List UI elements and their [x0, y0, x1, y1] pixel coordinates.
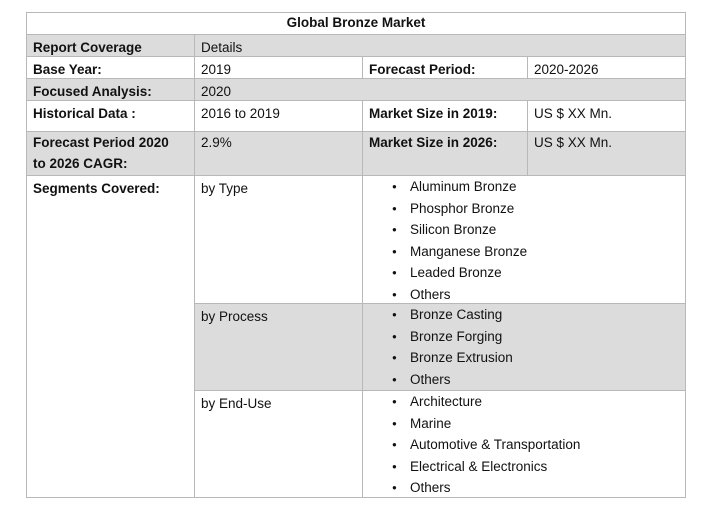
grid-line: [527, 100, 528, 175]
list-item: ● Leaded Bronze: [362, 262, 686, 284]
grid-line: [26, 12, 27, 498]
segment-items-list: [362, 303, 686, 390]
table-row-segment-process: [26, 303, 686, 390]
grid-line: [194, 303, 686, 304]
list-item: ● Phosphor Bronze: [362, 198, 686, 220]
market-size-2026-label: Market Size in 2026:: [369, 135, 498, 150]
list-item: ● Silicon Bronze: [362, 219, 686, 241]
market-size-2019-label: Market Size in 2019:: [369, 106, 498, 121]
grid-line: [26, 100, 686, 101]
historical-label: Historical Data :: [33, 106, 136, 121]
grid-line: [26, 131, 686, 132]
market-summary-table: [26, 12, 686, 498]
cagr-label-line2: to 2026 CAGR:: [33, 156, 128, 171]
grid-line: [26, 497, 686, 498]
list-item: ● Aluminum Bronze: [362, 176, 686, 198]
grid-line: [26, 175, 686, 176]
list-item: ● Marine: [362, 413, 686, 435]
segment-group-name: by End-Use: [201, 396, 272, 411]
cagr-value: 2.9%: [201, 135, 232, 150]
grid-line: [685, 12, 686, 498]
list-item: ● Electrical & Electronics: [362, 456, 686, 478]
coverage-label: Report Coverage: [33, 40, 142, 55]
focused-value: 2020: [201, 84, 232, 99]
list-item: ● Manganese Bronze: [362, 241, 686, 263]
list-item: ● Bronze Forging: [362, 326, 686, 348]
grid-line: [26, 12, 686, 13]
segment-group-name: by Process: [194, 303, 362, 390]
list-item: ● Others: [362, 284, 686, 306]
cagr-label-line1: Forecast Period 2020: [33, 135, 169, 150]
list-item: ● Others: [362, 369, 686, 391]
base-year-label: Base Year:: [33, 62, 102, 77]
table-row-focused: [26, 78, 686, 100]
table-title-row: [26, 12, 686, 34]
focused-label: Focused Analysis:: [33, 84, 152, 99]
grid-line: [194, 390, 686, 391]
table-row-cagr: [26, 131, 686, 175]
list-item: ● Automotive & Transportation: [362, 434, 686, 456]
list-item: ● Bronze Extrusion: [362, 347, 686, 369]
market-size-2019-value: US $ XX Mn.: [534, 106, 613, 121]
grid-line: [362, 100, 363, 498]
base-year-value: 2019: [201, 62, 232, 77]
table-row-segment-end-use: [26, 390, 686, 498]
market-size-2026-value: US $ XX Mn.: [534, 135, 613, 150]
forecast-period-label: Forecast Period:: [369, 62, 476, 77]
grid-line: [194, 34, 195, 498]
grid-line: [26, 56, 686, 57]
list-item: ● Others: [362, 477, 686, 499]
coverage-value: Details: [201, 40, 243, 55]
cagr-label: [26, 131, 194, 175]
segments-label: Segments Covered:: [33, 181, 160, 196]
grid-line: [362, 56, 363, 78]
grid-line: [527, 56, 528, 78]
historical-value: 2016 to 2019: [201, 106, 280, 121]
list-item: ● Bronze Casting: [362, 304, 686, 326]
grid-line: [26, 34, 686, 35]
table-row-coverage: [26, 34, 686, 56]
segment-items-list: [362, 176, 686, 303]
table-row-segment-type: [26, 175, 686, 303]
table-row-historical: [26, 100, 686, 131]
table-title: Global Bronze Market: [286, 15, 426, 30]
table-row-base-year: [26, 56, 686, 78]
forecast-period-value: 2020-2026: [534, 62, 599, 77]
grid-line: [26, 78, 686, 79]
segment-items-list: [362, 390, 686, 498]
list-item: ● Architecture: [362, 391, 686, 413]
segment-group-name: by Type: [201, 181, 249, 196]
